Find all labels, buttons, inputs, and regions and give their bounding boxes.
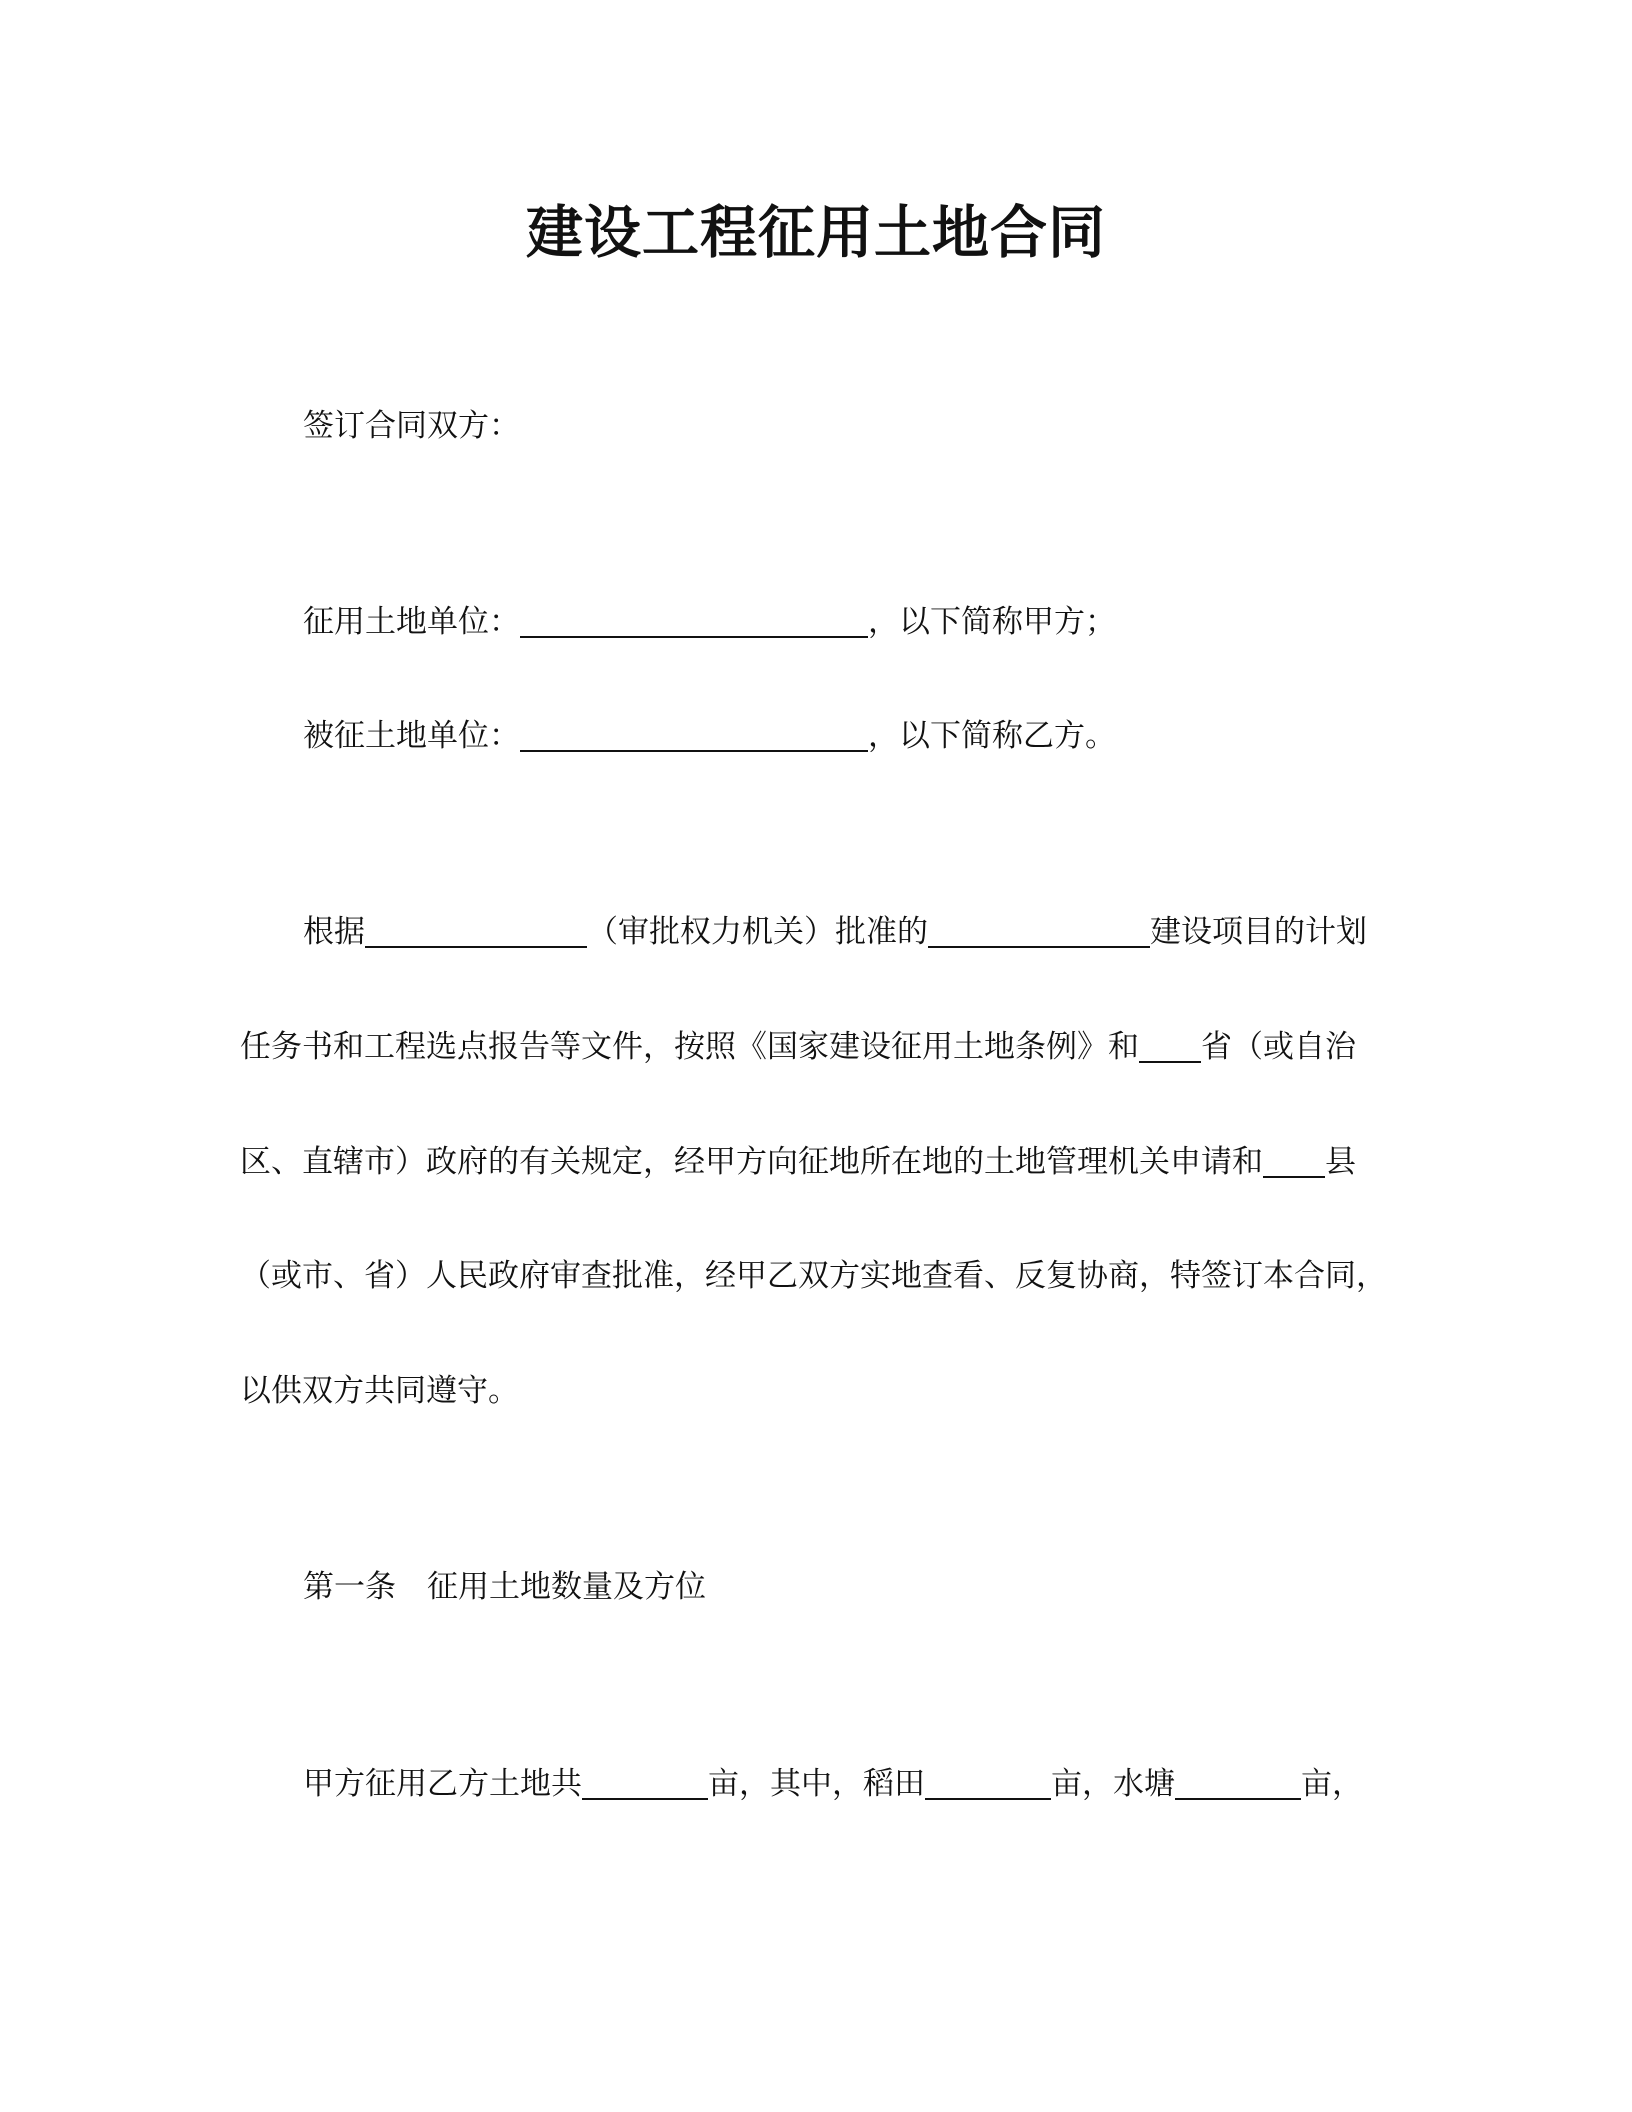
parties-heading: 签订合同双方： — [303, 408, 520, 444]
approval-authority-blank — [365, 912, 587, 948]
pond-area-blank — [1175, 1764, 1301, 1800]
preamble-text: 省（或自治 — [1201, 1029, 1356, 1065]
party-a-blank — [520, 602, 868, 638]
party-b-suffix: ，以下简称乙方。 — [868, 718, 1116, 754]
preamble-text: 县 — [1325, 1144, 1356, 1180]
article-text: 甲方征用乙方土地共 — [303, 1766, 582, 1802]
article-text: 亩，水塘 — [1051, 1766, 1175, 1802]
preamble-text: 区、直辖市）政府的有关规定，经甲方向征地所在地的土地管理机关申请和 — [240, 1144, 1263, 1180]
party-a-suffix: ，以下简称甲方； — [868, 604, 1116, 640]
preamble-text: （审批权力机关）批准的 — [587, 914, 928, 950]
article-1-line-1 — [303, 1762, 1363, 1806]
party-b-blank — [520, 716, 868, 752]
party-b-line — [303, 714, 1116, 758]
province-blank — [1139, 1027, 1201, 1063]
total-area-blank — [582, 1764, 708, 1800]
article-text: 亩，其中，稻田 — [708, 1766, 925, 1802]
preamble-text: 建设项目的计划 — [1150, 914, 1367, 950]
county-blank — [1263, 1142, 1325, 1178]
party-a-line — [303, 600, 1116, 644]
paddy-area-blank — [925, 1764, 1051, 1800]
article-1-heading: 第一条 征用土地数量及方位 — [303, 1569, 706, 1605]
party-a-label: 征用土地单位： — [303, 604, 520, 640]
preamble-text: 根据 — [303, 914, 365, 950]
preamble-text: 任务书和工程选点报告等文件，按照《国家建设征用土地条例》和 — [240, 1029, 1139, 1065]
preamble-line-2 — [240, 1025, 1356, 1069]
preamble-line-3 — [240, 1140, 1356, 1184]
party-b-label: 被征土地单位： — [303, 718, 520, 754]
preamble-line-1 — [303, 910, 1367, 954]
document-title: 建设工程征用土地合同 — [526, 200, 1106, 266]
article-text: 亩， — [1301, 1766, 1363, 1802]
preamble-line-4: （或市、省）人民政府审查批准，经甲乙双方实地查看、反复协商，特签订本合同， — [240, 1258, 1387, 1294]
project-name-blank — [928, 912, 1150, 948]
preamble-line-5: 以供双方共同遵守。 — [240, 1373, 519, 1409]
